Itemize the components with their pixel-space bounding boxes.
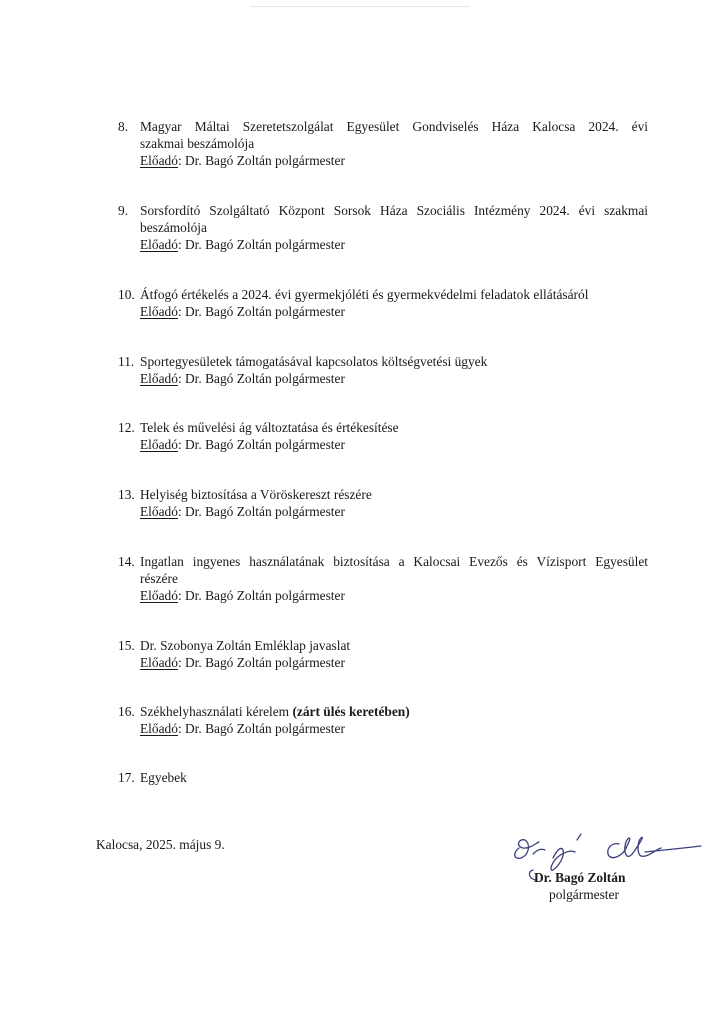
presenter-name: : Dr. Bagó Zoltán polgármester [177,371,345,386]
item-title-continued: beszámolója [140,220,207,235]
agenda-item-17 [118,769,648,786]
agenda-item-8 [118,118,648,169]
agenda-item-9 [118,202,648,253]
item-title: Telek és művelési ág változtatása és értékesítése [140,420,399,435]
agenda-item-14 [118,553,648,604]
signatory-name: Dr. Bagó Zoltán [534,870,626,885]
scan-top-edge [250,6,470,7]
presenter-label: Előadó [140,721,178,736]
item-number: 16. [118,704,135,719]
presenter-name: : Dr. Bagó Zoltán polgármester [177,721,345,736]
item-title-continued: részére [140,571,178,586]
presenter-label: Előadó [140,371,178,386]
presenter-label: Előadó [140,304,178,319]
item-number: 9. [118,203,129,218]
presenter-label: Előadó [140,153,178,168]
place-date: Kalocsa, 2025. május 9. [96,837,225,852]
agenda-item-11 [118,353,648,387]
item-presenter [118,236,648,253]
item-presenter [118,370,648,387]
item-presenter [118,436,648,453]
item-number: 12. [118,420,135,435]
agenda-item-13 [118,486,648,520]
item-title: Átfogó értékelés a 2024. évi gyermekjóléti és gyermekvédelmi feladatok ellátásáról [140,287,589,302]
item-title-continued: szakmai beszámolója [140,136,255,151]
item-number: 13. [118,487,135,502]
item-presenter [118,503,648,520]
signatory-title: polgármester [549,887,619,902]
item-presenter [118,720,648,737]
presenter-name: : Dr. Bagó Zoltán polgármester [177,437,345,452]
agenda-item-16 [118,703,648,737]
item-title: Magyar Máltai Szeretetszolgálat Egyesület Gondviselés Háza Kalocsa 2024. évi [140,119,648,134]
agenda-item-10 [118,286,648,320]
item-title: Ingatlan ingyenes használatának biztosítása a Kalocsai Evezős és Vízisport Egyesület [140,554,648,569]
item-title: Sportegyesületek támogatásával kapcsolatos költségvetési ügyek [140,354,488,369]
presenter-label: Előadó [140,237,178,252]
item-number: 15. [118,638,135,653]
item-number: 8. [118,119,129,134]
item-title-text: Székhelyhasználati kérelem [140,704,293,719]
item-number: 17. [118,770,135,785]
closed-session-note: (zárt ülés keretében) [292,704,410,719]
presenter-label: Előadó [140,655,178,670]
item-presenter [118,152,648,169]
item-title: Sorsfordító Szolgáltató Központ Sorsok Háza Szociális Intézmény 2024. évi szakmai [140,203,648,218]
presenter-label: Előadó [140,588,178,603]
item-presenter [118,587,648,604]
presenter-name: : Dr. Bagó Zoltán polgármester [177,504,345,519]
presenter-name: : Dr. Bagó Zoltán polgármester [177,304,345,319]
item-title: Egyebek [140,770,187,785]
presenter-label: Előadó [140,504,178,519]
agenda-item-12 [118,419,648,453]
item-number: 10. [118,287,135,302]
item-presenter [118,654,648,671]
presenter-name: : Dr. Bagó Zoltán polgármester [177,153,345,168]
item-title: Dr. Szobonya Zoltán Emléklap javaslat [140,638,351,653]
item-number: 11. [118,354,135,369]
agenda-item-15 [118,637,648,671]
item-title [118,703,648,720]
item-title: Helyiség biztosítása a Vöröskereszt részére [140,487,372,502]
item-number: 14. [118,554,135,569]
presenter-label: Előadó [140,437,178,452]
presenter-name: : Dr. Bagó Zoltán polgármester [177,588,345,603]
item-presenter [118,303,648,320]
presenter-name: : Dr. Bagó Zoltán polgármester [177,655,345,670]
presenter-name: : Dr. Bagó Zoltán polgármester [177,237,345,252]
